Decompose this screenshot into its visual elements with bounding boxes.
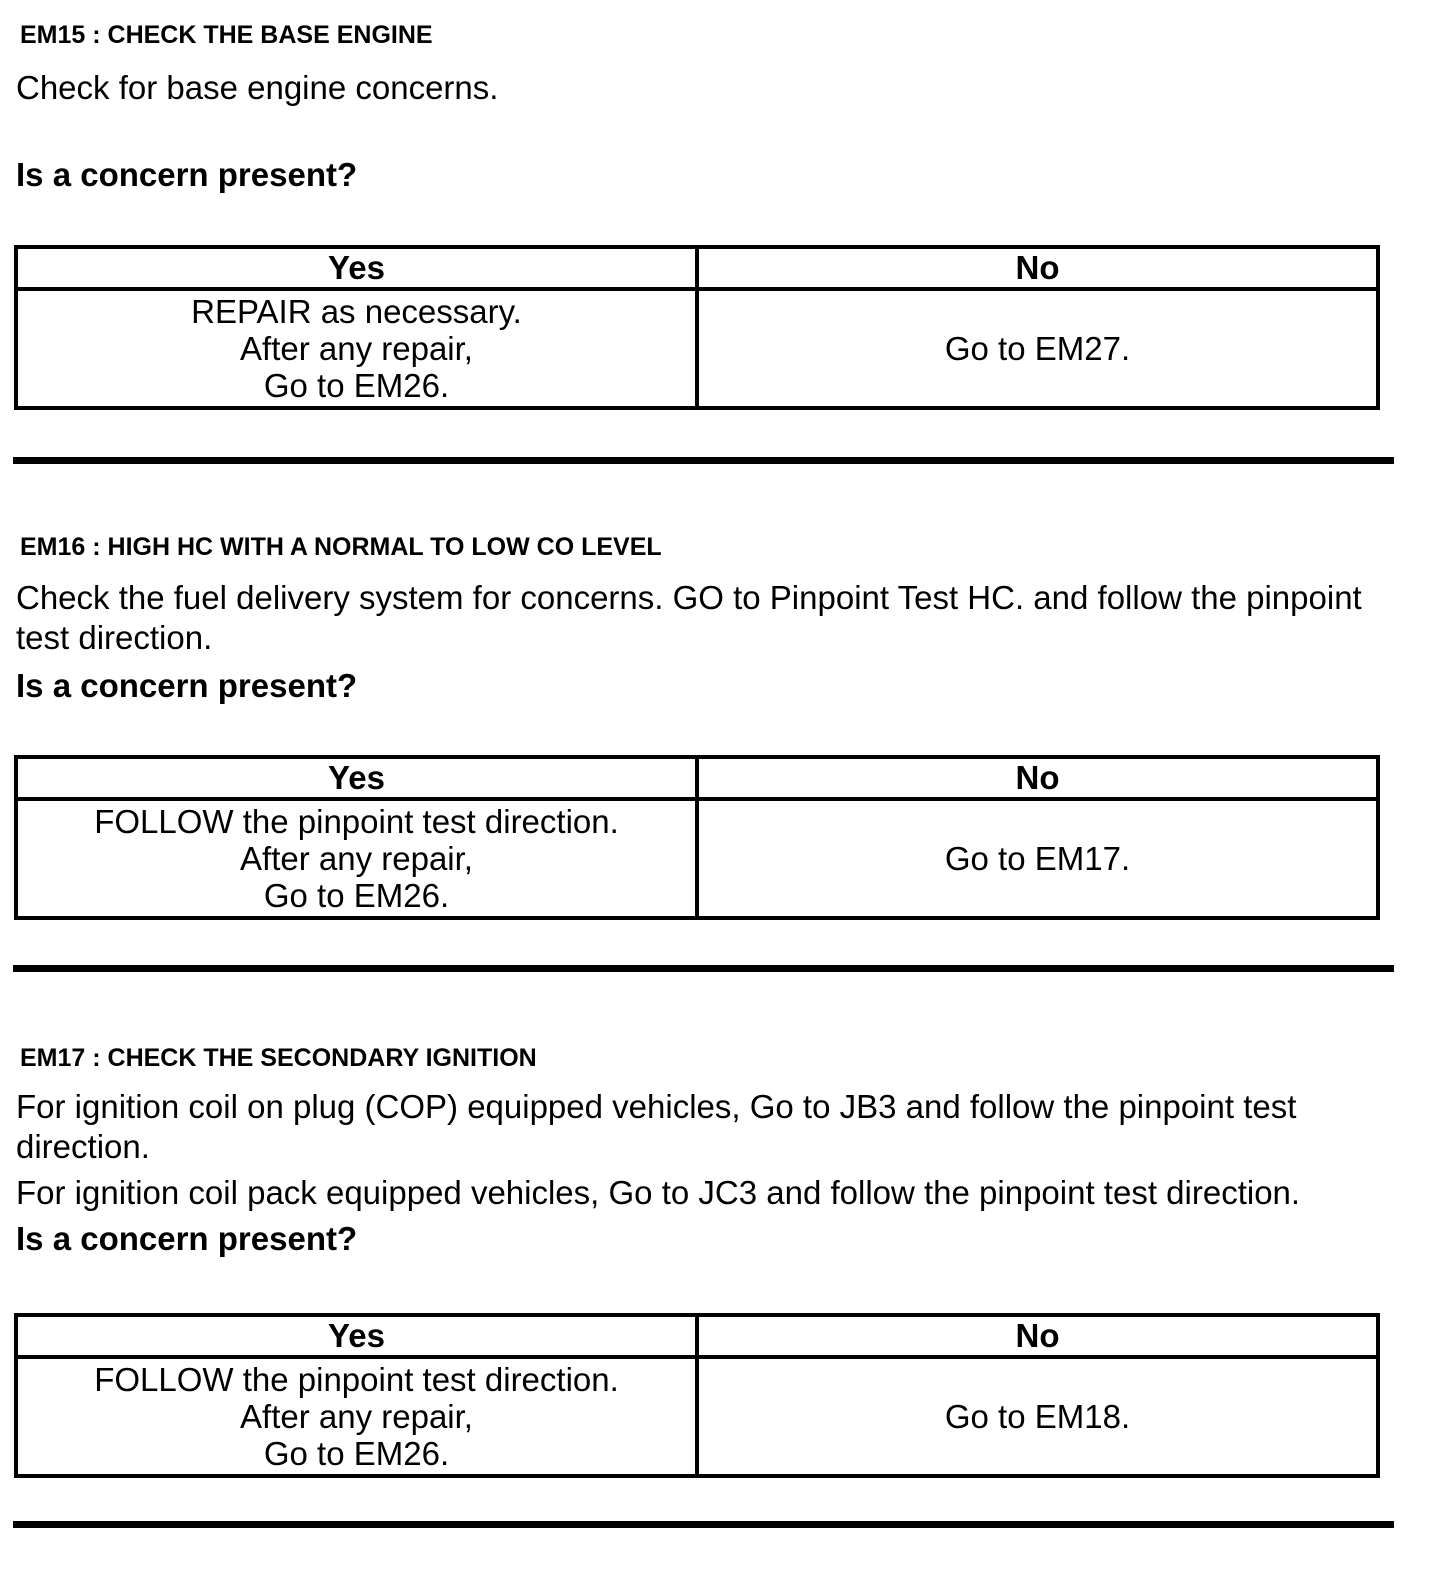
step-question: Is a concern present?: [16, 667, 358, 704]
step-heading: EM15 : CHECK THE BASE ENGINE: [20, 21, 433, 49]
yes-action-line: Go to EM26.: [263, 1435, 450, 1472]
yes-action-line: After any repair,: [240, 1398, 473, 1435]
yes-action-line: After any repair,: [240, 840, 473, 877]
procedure-step-em17: [0, 1043, 1440, 1528]
yes-column-header: Yes: [16, 1315, 697, 1357]
yes-action-cell: [16, 799, 697, 918]
decision-table-header-row: [16, 1315, 1378, 1357]
step-description: For ignition coil pack equipped vehicles, Go to JC3 and follow the pinpoint test direction.: [16, 1174, 1301, 1211]
no-column-header: No: [697, 247, 1378, 289]
step-question: Is a concern present?: [16, 156, 358, 193]
decision-table-body-row: [16, 1357, 1378, 1476]
step-description: Check the fuel delivery system for concerns. GO to Pinpoint Test HC. and follow the pinpoint test direction.: [16, 579, 1362, 656]
step-question: Is a concern present?: [16, 1220, 358, 1257]
yes-action-line: Go to EM26.: [263, 877, 450, 914]
no-action-line: Go to EM27.: [944, 330, 1131, 367]
no-action-cell: [697, 799, 1378, 918]
no-action-cell: [697, 1357, 1378, 1476]
no-action-cell: [697, 289, 1378, 408]
decision-table: [14, 245, 1380, 410]
yes-action-cell: [16, 289, 697, 408]
section-divider: [13, 965, 1394, 972]
yes-action-line: FOLLOW the pinpoint test direction.: [94, 1361, 619, 1398]
yes-action-line: Go to EM26.: [263, 367, 450, 404]
yes-action-cell: [16, 1357, 697, 1476]
decision-table-body-row: [16, 799, 1378, 918]
yes-action-line: After any repair,: [240, 330, 473, 367]
yes-column-header: Yes: [16, 757, 697, 799]
procedure-step-em16: [0, 532, 1440, 972]
decision-table-body-row: [16, 289, 1378, 408]
section-divider: [13, 1521, 1394, 1528]
decision-table-header-row: [16, 247, 1378, 289]
decision-table: [14, 755, 1380, 920]
step-heading: EM17 : CHECK THE SECONDARY IGNITION: [20, 1044, 537, 1072]
no-action-line: Go to EM17.: [944, 840, 1131, 877]
step-heading: EM16 : HIGH HC WITH A NORMAL TO LOW CO LEVEL: [20, 533, 662, 561]
yes-action-line: FOLLOW the pinpoint test direction.: [94, 803, 619, 840]
section-divider: [13, 457, 1394, 464]
no-column-header: No: [697, 757, 1378, 799]
yes-action-line: REPAIR as necessary.: [191, 293, 522, 330]
yes-column-header: Yes: [16, 247, 697, 289]
decision-table-header-row: [16, 757, 1378, 799]
step-description: Check for base engine concerns.: [16, 69, 499, 106]
decision-table: [14, 1313, 1380, 1478]
procedure-step-em15: [0, 20, 1440, 464]
no-action-line: Go to EM18.: [944, 1398, 1131, 1435]
step-description: For ignition coil on plug (COP) equipped vehicles, Go to JB3 and follow the pinpoint test direction.: [16, 1088, 1297, 1165]
no-column-header: No: [697, 1315, 1378, 1357]
